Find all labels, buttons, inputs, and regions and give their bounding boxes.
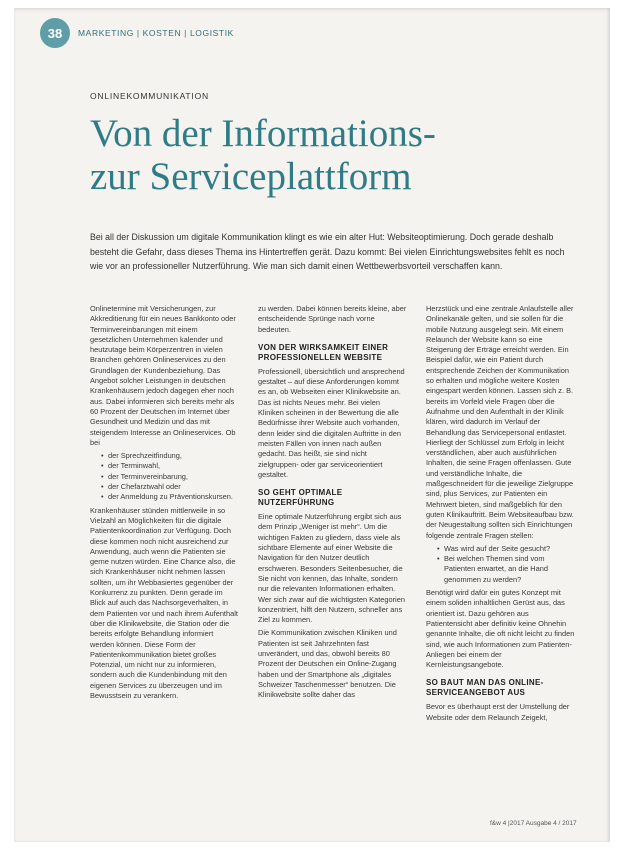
list-item: • der Sprechzeitfindung, [90, 451, 239, 461]
article-title [90, 112, 570, 198]
bullet-list [90, 451, 239, 502]
magazine-page [14, 8, 610, 842]
paragraph: Professionell, übersichtlich und ansprechend gestaltet – auf diese Anforderungen kommt es an, ob Webseiten einer Klinikwebsite an. Das ist nichts Neues mehr. Bei vielen Kliniken scheinen in der Bewertung die alle Bedürfnisse ihrer Website auch vorhanden, denn leider sind die digitalen Auftritte in den meisten Fällen von innen nach außen gedacht. Das heißt, sie sind nicht zielgruppen- oder gar serviceorientiert gestaltet. [258, 366, 405, 479]
text-column-3 [426, 304, 575, 726]
section-heading: SO BAUT MAN DAS ONLINE-SERVICEANGEBOT AUS [426, 678, 544, 698]
section-label: MARKETING | KOSTEN | LOGISTIK [78, 28, 234, 38]
paragraph: Onlinetermine mit Versicherungen, zur Akkreditierung für ein neues Bankkonto oder Terminvereinbarungen mit einem gesetzlichen Unternehmen kalender und heutzutage beim Körperzentren in vielen Branchen gehören Onlineservices zu den Grundlagen der Kundenbeziehung. Das Angebot solcher Leistungen in deutschen Krankenhäusern jedoch dagegen eher noch aus. Dabei informieren sich bereits mehr als 60 Prozent der Deutschen im Internet über Gesundheit und Medizin und das mit steigendem Interesse an Onlineservices. Ob bei [90, 304, 236, 447]
list-item: • der Terminwahl, [90, 461, 239, 471]
paragraph: Eine optimale Nutzerführung ergibt sich aus dem Prinzip „Weniger ist mehr“. Um die wichtigen Fakten zu gliedern, dass viele als sichtbare Elemente auf einer Website die Navigation für den Nutzer deutlich erschweren. Besonders Seitenbesucher, die Sie nicht von kennen, das Inhalte, sondern nur die relevanten Informationen erhalten. Wer sich zwar auf die wichtigsten Kategorien konzentriert, hilft den Nutzern, schneller ans Ziel zu kommen. [258, 512, 405, 625]
paragraph: Bevor es überhaupt erst der Umstellung der Website oder dem Relaunch Zeigekt, [426, 702, 570, 722]
page-footer: f&w 4 |2017 Ausgabe 4 / 2017 [490, 820, 577, 827]
paragraph: Herzstück und eine zentrale Anlaufstelle aller Onlinekanäle gelten, und sie sollen für die mobile Nutzung ausgelegt sein. Mit einem Relaunch der Website kann so eine Steigerung der Erträge erreicht werden. Ein Beispiel dafür, wie ein Patient durch entsprechende Zeichen der Kommunikation so erhalten und mögliche weitere Kosten eingespart werden können. Lassen sich z. B. bereits im Vorfeld viele Fragen über die Aufnahme und den Aufenthalt in der Klinik klären, wird dadurch im Verlauf der Behandlung das Servicepersonal entlastet. Hierliegt der Schlüssel zum Erfolg in leicht verständlichen, aber auch ausführlichen Inhalten, die seine Fragen offenlassen. Gute und verständliche Inhalte, die maßgeschneidert für die jeweilige Zielgruppe sind, plus Services, zur Patienten ein Mehrwert bieten, sind maßgeblich für den guten Klinikauftritt. Beim Websiteaufbau bzw. der Neugestaltung sollten sich Einrichtungen folgende zentrale Fragen stellen: [426, 304, 574, 540]
text-column-1 [90, 304, 239, 704]
list-item: • Bei welchen Themen sind vom Patienten erwartet, an die Hand genommen zu werden? [426, 554, 575, 585]
article-lead: Bei all der Diskussion um digitale Kommunikation klingt es wie ein alter Hut: Websiteoptimierung. Doch gerade deshalb besteht die Gefahr, dass dieses Thema ins Hintertreffen gerät. Dazu kommt: Bei vielen Einrichtungswebsites fehlt es noch wie vor an professioneller Nutzerführung. Wie man sich damit einen Wettbewerbsvorteil verschaffen kann. [90, 232, 565, 271]
kicker: ONLINEKOMMUNIKATION [90, 91, 209, 101]
list-item: • der Chefarztwahl oder [90, 482, 239, 492]
list-item: • der Anmeldung zu Präventionskursen. [90, 492, 239, 502]
paragraph: Benötigt wird dafür ein gutes Konzept mit einem soliden inhaltlichen Gerüst aus, das orientiert ist. Dazu gehören aus Patientensicht aber definitiv keine Ohnehin genannte Inhalte, die oft nicht leicht zu finden sind, wie auch Informationen zum Patienten-Anliegen bei einem der Kernleistungsangebote. [426, 588, 575, 670]
page-number-badge: 38 [40, 18, 70, 48]
section-heading: VON DER WIRKSAMKEIT EINER PROFESSIONELLEN WEBSITE [258, 342, 389, 362]
section-heading: SO GEHT OPTIMALE NUTZERFÜHRUNG [258, 488, 343, 508]
page-header [40, 18, 234, 48]
title-line: Von der Informations- [90, 112, 436, 155]
paragraph: Krankenhäuser stünden mittlerweile in so Vielzahl an Möglichkeiten für die digitale Patientenkoordination zur Verfügung. Doch diese kommen noch nicht ausreichend zur Anwendung, auch wenn die Patienten sie gerne nutzen würden. Eine Chance also, die sich Krankenhäuser nicht nehmen lassen sollten, um ihr Webbasiertes gegenüber der Konkurrenz zu punkten. Denn gerade im Blick auf auch das Nachsorgeverhalten, in dem Patienten vor und nach ihrem Aufenthalt über die Klinikwebsite, die Station oder die bereits erfolgte Behandlung informiert werden können. Diese Form der Patientenkommunikation bietet großes Potenzial, um nicht nur zu informieren, sondern auch die Kundenbindung mit den eigenen Services zu überzeugen und im Bewusstsein zu verankern. [90, 505, 238, 700]
paragraph: Die Kommunikation zwischen Kliniken und Patienten ist seit Jahrzehnten fast unverändert, und das, obwohl bereits 80 Prozent der Deutschen ein Online-Zugang haben und der Smartphone als „digitales Schweizer Taschenmesser“ benutzen. Die Klinikwebsite sollte daher das [258, 628, 397, 700]
paragraph: zu werden. Dabei können bereits kleine, aber entscheidende Sprünge nach vorne bedeuten. [258, 304, 407, 334]
list-item: • der Terminvereinbarung, [90, 472, 239, 482]
text-column-2 [258, 304, 407, 704]
bullet-list [426, 544, 575, 585]
list-item: • Was wird auf der Seite gesucht? [426, 544, 575, 554]
title-line: zur Serviceplattform [90, 155, 412, 198]
